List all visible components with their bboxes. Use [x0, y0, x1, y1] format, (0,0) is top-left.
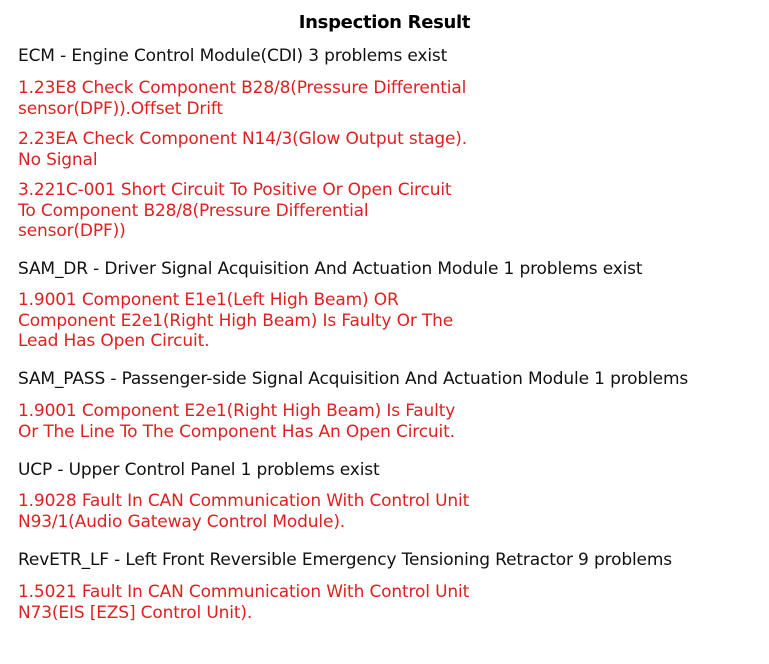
problem-line: No Signal	[18, 149, 98, 170]
problem-line: N73(EIS [EZS] Control Unit).	[18, 602, 253, 623]
module-header-sam-dr: SAM_DR - Driver Signal Acquisition And Actuation Module 1 problems exist	[18, 259, 643, 279]
module-header-ucp: UCP - Upper Control Panel 1 problems exist	[18, 460, 380, 480]
problem-line: 1.23E8 Check Component B28/8(Pressure Differential	[18, 78, 467, 98]
problem-entry	[18, 180, 451, 242]
problem-line: 1.5021 Fault In CAN Communication With Control Unit	[18, 582, 470, 602]
problem-line: Component E2e1(Right High Beam) Is Faulty Or The	[18, 310, 454, 331]
module-header-ecm: ECM - Engine Control Module(CDI) 3 problems exist	[18, 46, 448, 66]
problem-line: 1.9001 Component E1e1(Left High Beam) OR	[18, 290, 399, 310]
module-header-revetr-lf: RevETR_LF - Left Front Reversible Emergency Tensioning Retractor 9 problems	[18, 550, 672, 570]
problem-line: N93/1(Audio Gateway Control Module).	[18, 511, 346, 532]
problem-entry	[18, 401, 455, 442]
problem-line: 2.23EA Check Component N14/3(Glow Output stage).	[18, 129, 468, 149]
problem-line: sensor(DPF))	[18, 221, 126, 241]
problem-line: 3.221C-001 Short Circuit To Positive Or Open Circuit	[18, 180, 452, 200]
problem-line: 1.9028 Fault In CAN Communication With Control Unit	[18, 491, 470, 511]
problem-entry	[18, 290, 453, 352]
problem-line: sensor(DPF)).Offset Drift	[18, 98, 223, 119]
module-header-sam-pass: SAM_PASS - Passenger-side Signal Acquisition And Actuation Module 1 problems	[18, 369, 689, 389]
problem-entry	[18, 78, 466, 119]
problem-line: Or The Line To The Component Has An Open Circuit.	[18, 421, 455, 442]
problem-entry	[18, 491, 469, 532]
problem-entry	[18, 582, 469, 623]
problem-line: Lead Has Open Circuit.	[18, 331, 210, 351]
problem-line: To Component B28/8(Pressure Differential	[18, 200, 369, 221]
problem-entry	[18, 129, 467, 170]
problem-line: 1.9001 Component E2e1(Right High Beam) Is Faulty	[18, 401, 456, 421]
page-title: Inspection Result	[298, 12, 471, 33]
